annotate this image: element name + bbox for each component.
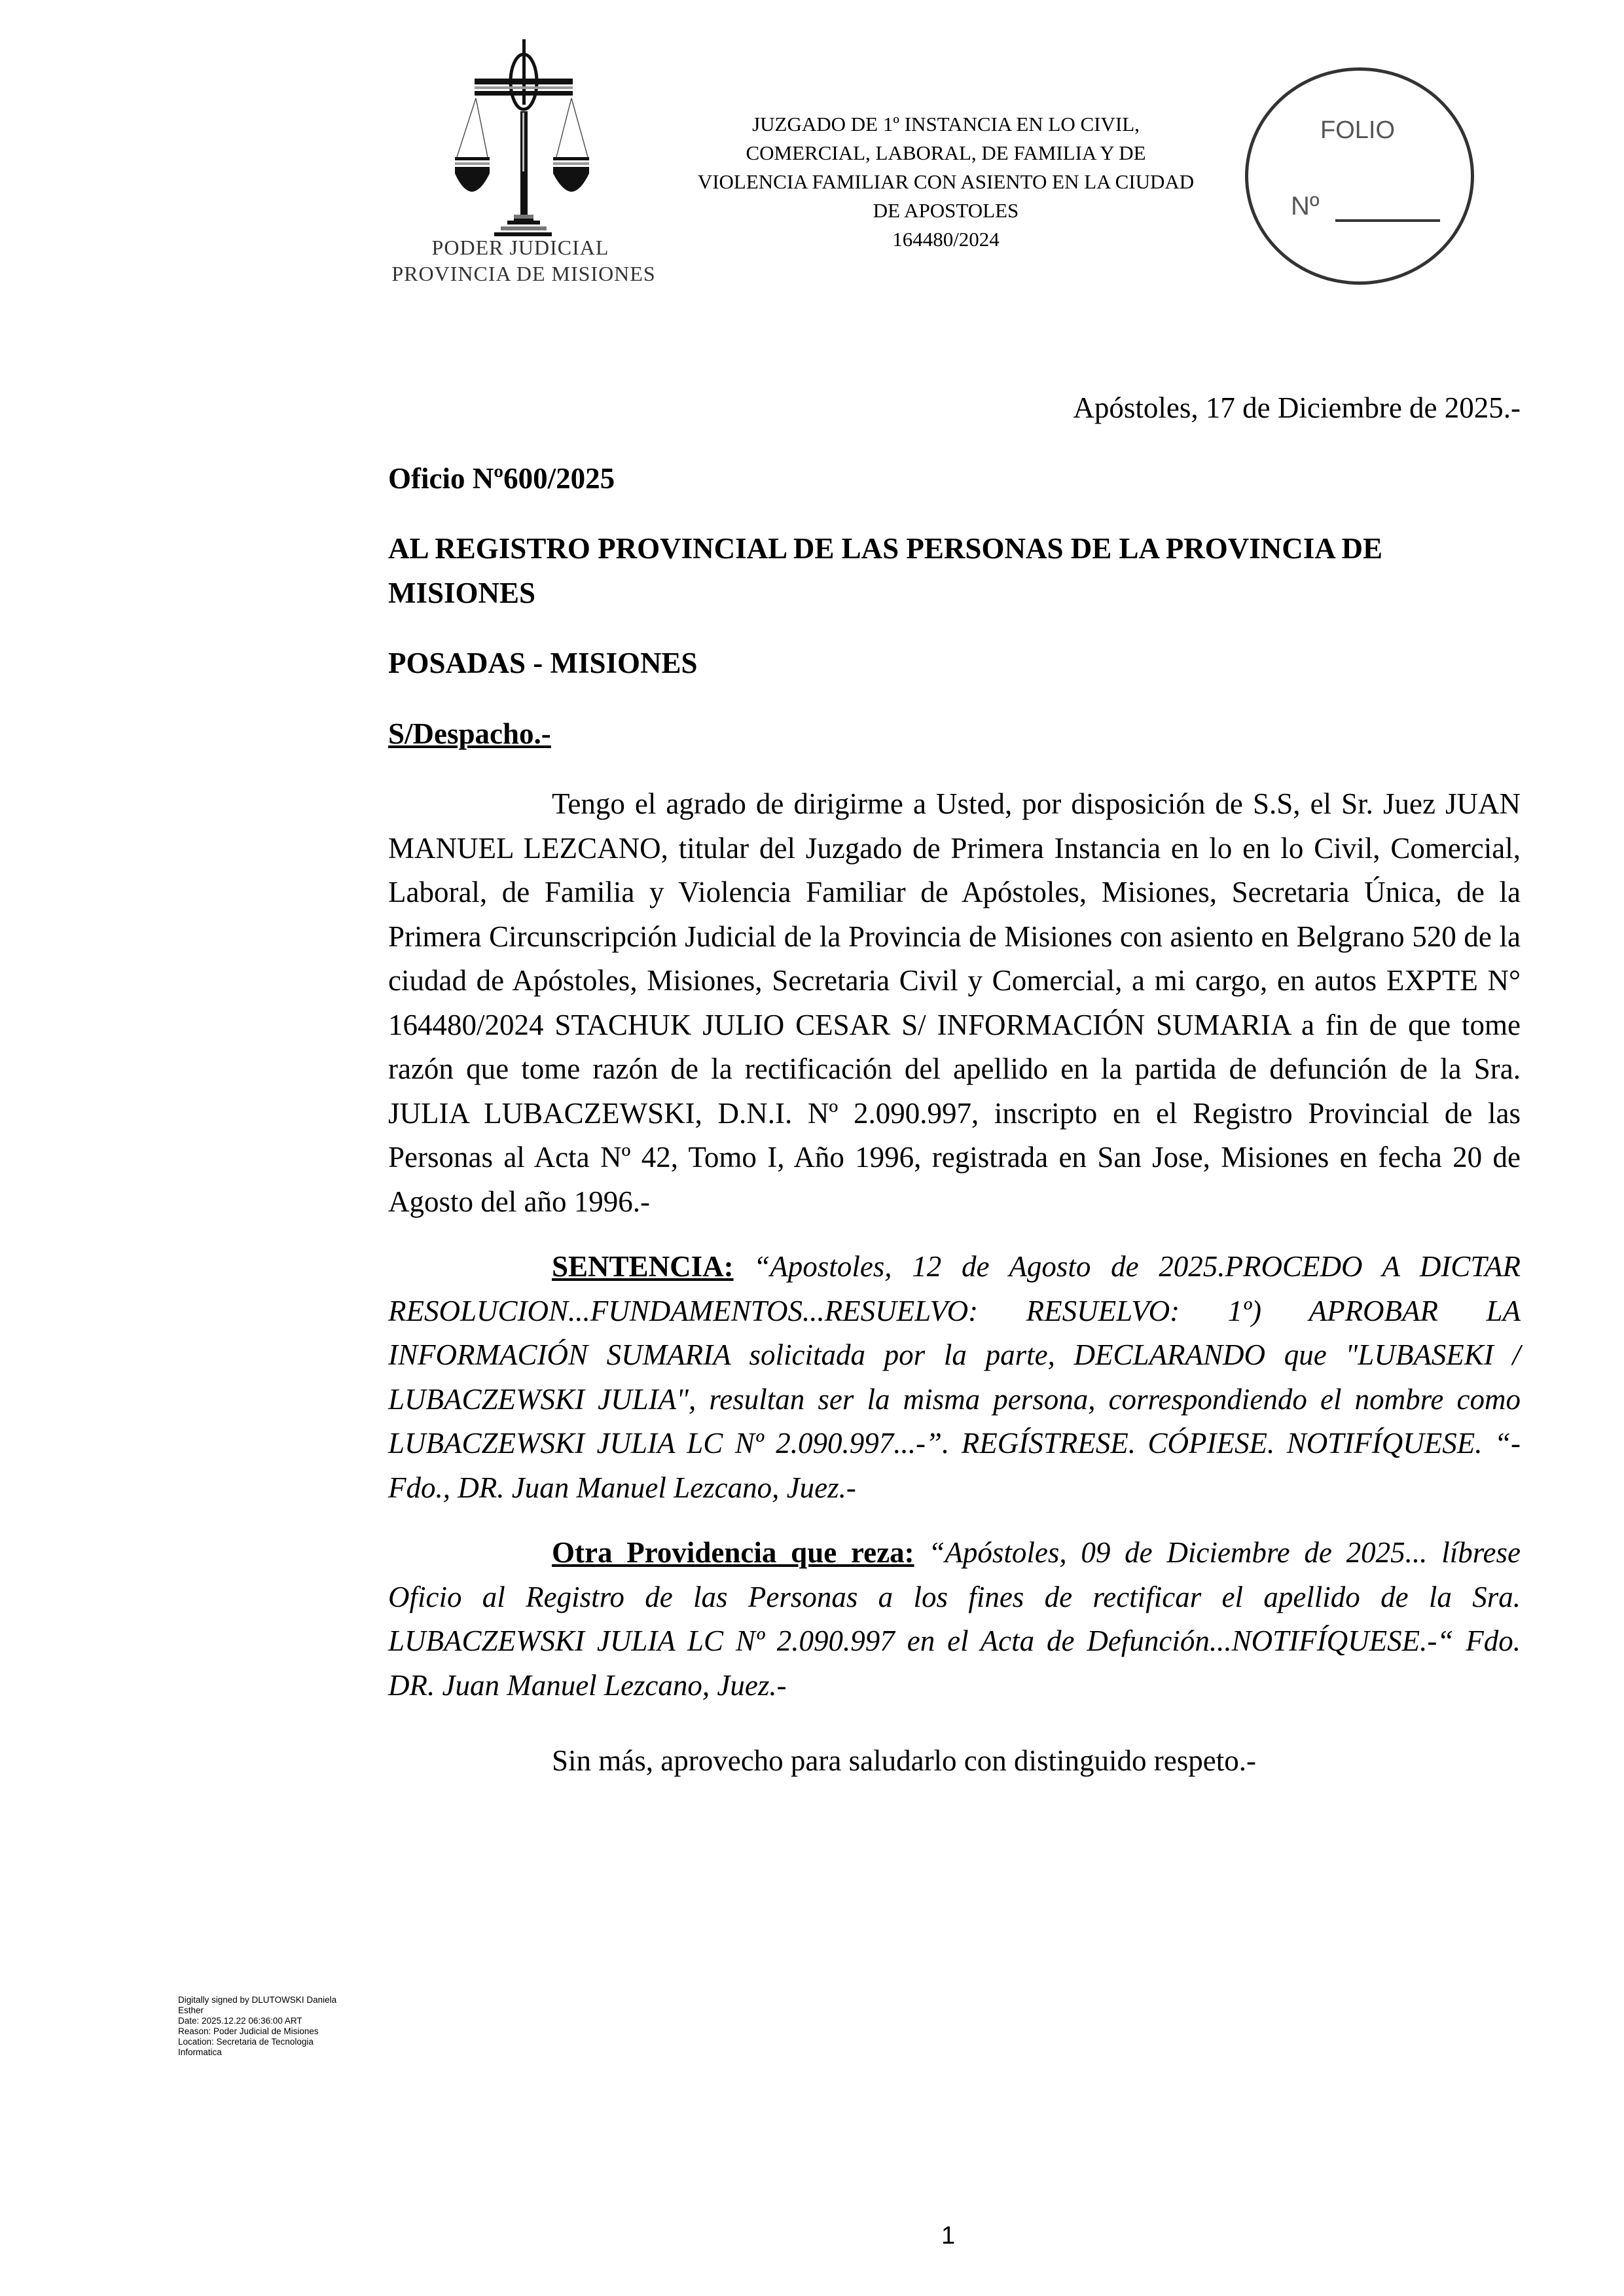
providencia-text: “Apóstoles, 09 de Diciembre de 2025... líbrese Oficio al Registro de las Personas a los fines de rectificar el apellido de la Sra. LUBACZEWSKI JULIA LC Nº 2.090.997 en el Acta de Defunción...NOTIFÍQUESE.-“ Fdo. DR. Juan Manuel Lezcano, Juez.-	[388, 1536, 1521, 1702]
addressee: AL REGISTRO PROVINCIAL DE LAS PERSONAS DE LA PROVINCIA DE MISIONES	[388, 532, 1383, 609]
date-line: Apóstoles, 17 de Diciembre de 2025.-	[1073, 391, 1521, 424]
court-header-line: VIOLENCIA FAMILIAR CON ASIENTO EN LA CIUDAD	[697, 170, 1195, 193]
folio-label: FOLIO	[1320, 117, 1396, 144]
logo-text-poder-judicial: PODER JUDICIAL	[431, 236, 609, 259]
signature-line: Esther	[178, 2005, 204, 2015]
case-number: 164480/2024	[892, 228, 1000, 251]
digital-signature	[178, 1995, 374, 2058]
court-header	[674, 110, 1218, 254]
sentencia-text: “Apostoles, 12 de Agosto de 2025.PROCEDO A DICTAR RESOLUCION...FUNDAMENTOS...RESUELVO: RESUELVO: 1º) APROBAR LA INFORMACIÓN SUMARIA solicitada por la parte, DECLARANDO que "LUBASEKI / LUBACZEWSKI JULIA", resultan ser la misma persona, correspondiendo el nombre como LUBACZEWSKI JULIA LC Nº 2.090.997...-”. REGÍSTRESE. CÓPIESE. NOTIFÍQUESE. “- Fdo., DR. Juan Manuel Lezcano, Juez.-	[388, 1250, 1521, 1504]
page-number: 1	[941, 2222, 956, 2250]
sentencia-label: SENTENCIA:	[552, 1250, 734, 1283]
logo-text-provincia: PROVINCIA DE MISIONES	[391, 262, 656, 285]
signature-date: Date: 2025.12.22 06:36:00 ART	[178, 2016, 302, 2026]
folio-stamp	[1245, 67, 1474, 285]
signature-location: Location: Secretaria de Tecnologia	[178, 2037, 314, 2047]
closing-line: Sin más, aprovecho para saludarlo con distinguido respeto.-	[552, 1744, 1256, 1777]
providencia-label: Otra Providencia que reza:	[552, 1536, 914, 1569]
sentencia-paragraph	[388, 1245, 1521, 1510]
poder-judicial-logo	[391, 39, 677, 295]
scales-of-justice-icon	[403, 39, 677, 229]
despacho-heading: S/Despacho.-	[388, 717, 551, 750]
main-paragraph: Tengo el agrado de dirigirme a Usted, por disposición de S.S, el Sr. Juez JUAN MANUEL LEZCANO, titular del Juzgado de Primera Instancia en lo en lo Civil, Comercial, Laboral, de Familia y Violencia Familiar de Apóstoles, Misiones, Secretaria Única, de la Primera Circunscripción Judicial de la Provincia de Misiones con asiento en Belgrano 520 de la ciudad de Apóstoles, Misiones, Secretaria Civil y Comercial, a mi cargo, en autos EXPTE N° 164480/2024 STACHUK JULIO CESAR S/ INFORMACIÓN SUMARIA a fin de que tome razón que tome razón de la rectificación del apellido en la partida de defunción de la Sra. JULIA LUBACZEWSKI, D.N.I. Nº 2.090.997, inscripto en el Registro Provincial de las Personas al Acta Nº 42, Tomo I, Año 1996, registrada en San Jose, Misiones en fecha 20 de Agosto del año 1996.-	[388, 787, 1521, 1218]
folio-number-label: Nº	[1291, 192, 1320, 221]
court-header-line: DE APOSTOLES	[873, 199, 1019, 222]
addressee-city: POSADAS - MISIONES	[388, 647, 698, 679]
court-header-line: COMERCIAL, LABORAL, DE FAMILIA Y DE	[746, 141, 1146, 164]
folio-number-blank	[1335, 219, 1440, 222]
signature-line: Digitally signed by DLUTOWSKI Daniela	[178, 1995, 337, 2005]
oficio-number: Oficio Nº600/2025	[388, 461, 615, 495]
court-header-line: JUZGADO DE 1º INSTANCIA EN LO CIVIL,	[752, 113, 1140, 135]
signature-line: Informatica	[178, 2047, 222, 2057]
document-body	[388, 386, 1521, 1804]
providencia-paragraph	[388, 1531, 1521, 1708]
signature-reason: Reason: Poder Judicial de Misiones	[178, 2026, 319, 2036]
